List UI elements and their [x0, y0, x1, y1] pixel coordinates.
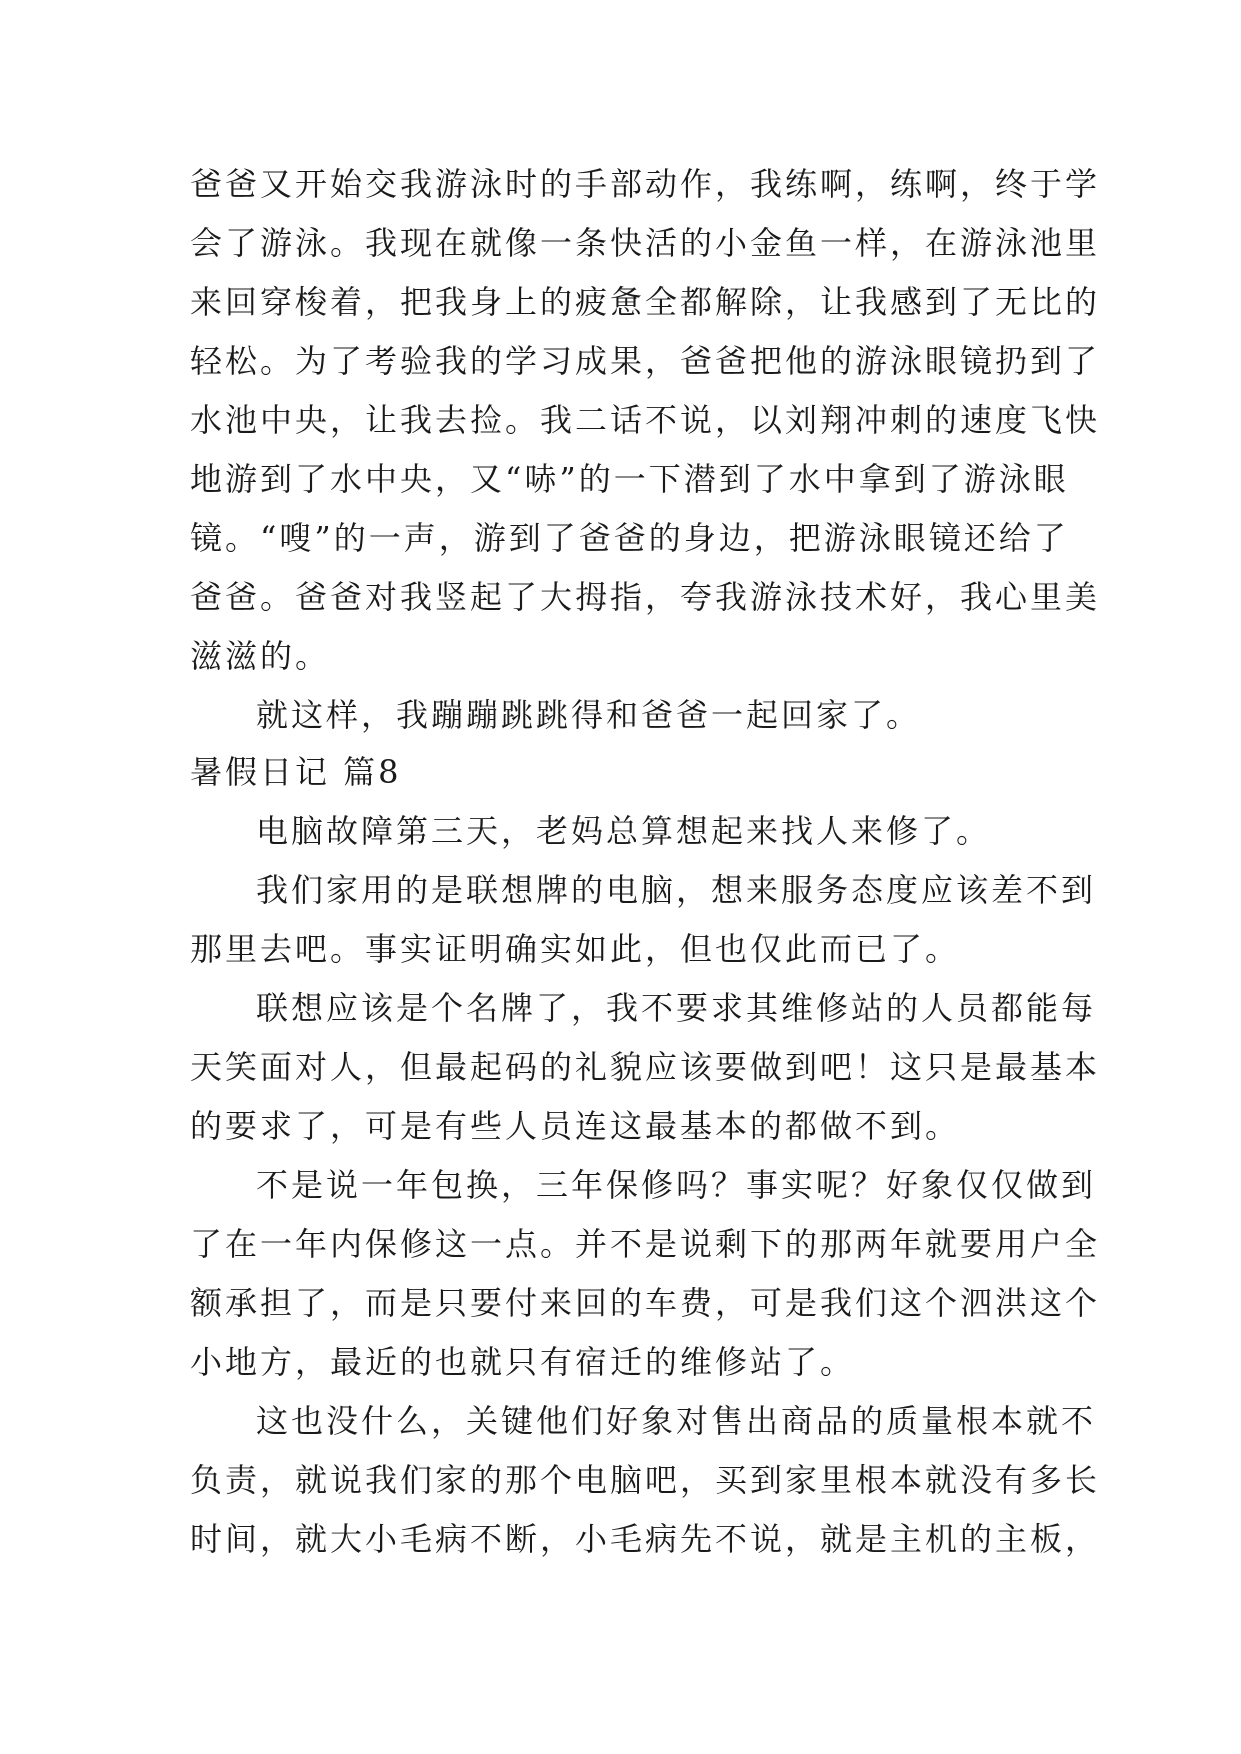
paragraph-line: 会了游泳。我现在就像一条快活的小金鱼一样，在游泳池里 — [190, 224, 1101, 262]
paragraph-line: 滋滋的。 — [190, 637, 331, 675]
paragraph-line: 负责，就说我们家的那个电脑吧，买到家里根本就没有多长 — [190, 1461, 1101, 1499]
paragraph-line: 水池中央，让我去捡。我二话不说，以刘翔冲刺的速度飞快 — [190, 401, 1101, 439]
paragraph-line: 了在一年内保修这一点。并不是说剩下的那两年就要用户全 — [190, 1225, 1101, 1263]
paragraph-line: 时间，就大小毛病不断，小毛病先不说，就是主机的主板， — [190, 1520, 1101, 1558]
paragraph-line: 镜。“嗖”的一声，游到了爸爸的身边，把游泳眼镜还给了 — [190, 519, 1069, 557]
paragraph-line: 不是说一年包换，三年保修吗？事实呢？好象仅仅做到 — [256, 1166, 1097, 1204]
paragraph-line: 爸爸。爸爸对我竖起了大拇指，夸我游泳技术好，我心里美 — [190, 578, 1101, 616]
paragraph-line: 这也没什么，关键他们好象对售出商品的质量根本就不 — [256, 1402, 1097, 1440]
paragraph-line: 地游到了水中央，又“哧”的一下潜到了水中拿到了游泳眼 — [190, 460, 1069, 498]
paragraph-line: 小地方，最近的也就只有宿迁的维修站了。 — [190, 1343, 856, 1381]
paragraph-line: 天笑面对人，但最起码的礼貌应该要做到吧！这只是最基本 — [190, 1048, 1101, 1086]
section-heading: 暑假日记 篇8 — [190, 753, 402, 791]
paragraph-line: 爸爸又开始交我游泳时的手部动作，我练啊，练啊，终于学 — [190, 165, 1101, 203]
paragraph-line: 的要求了，可是有些人员连这最基本的都做不到。 — [190, 1107, 961, 1145]
paragraph-line: 来回穿梭着，把我身上的疲惫全都解除，让我感到了无比的 — [190, 283, 1101, 321]
paragraph-line: 额承担了，而是只要付来回的车费，可是我们这个泗洪这个 — [190, 1284, 1101, 1322]
paragraph-line: 联想应该是个名牌了，我不要求其维修站的人员都能每 — [256, 989, 1097, 1027]
paragraph-line: 那里去吧。事实证明确实如此，但也仅此而已了。 — [190, 930, 961, 968]
paragraph-line: 我们家用的是联想牌的电脑，想来服务态度应该差不到 — [256, 871, 1097, 909]
paragraph-line: 轻松。为了考验我的学习成果，爸爸把他的游泳眼镜扔到了 — [190, 342, 1101, 380]
paragraph-line: 就这样，我蹦蹦跳跳得和爸爸一起回家了。 — [256, 696, 922, 734]
paragraph-line: 电脑故障第三天，老妈总算想起来找人来修了。 — [256, 812, 992, 850]
